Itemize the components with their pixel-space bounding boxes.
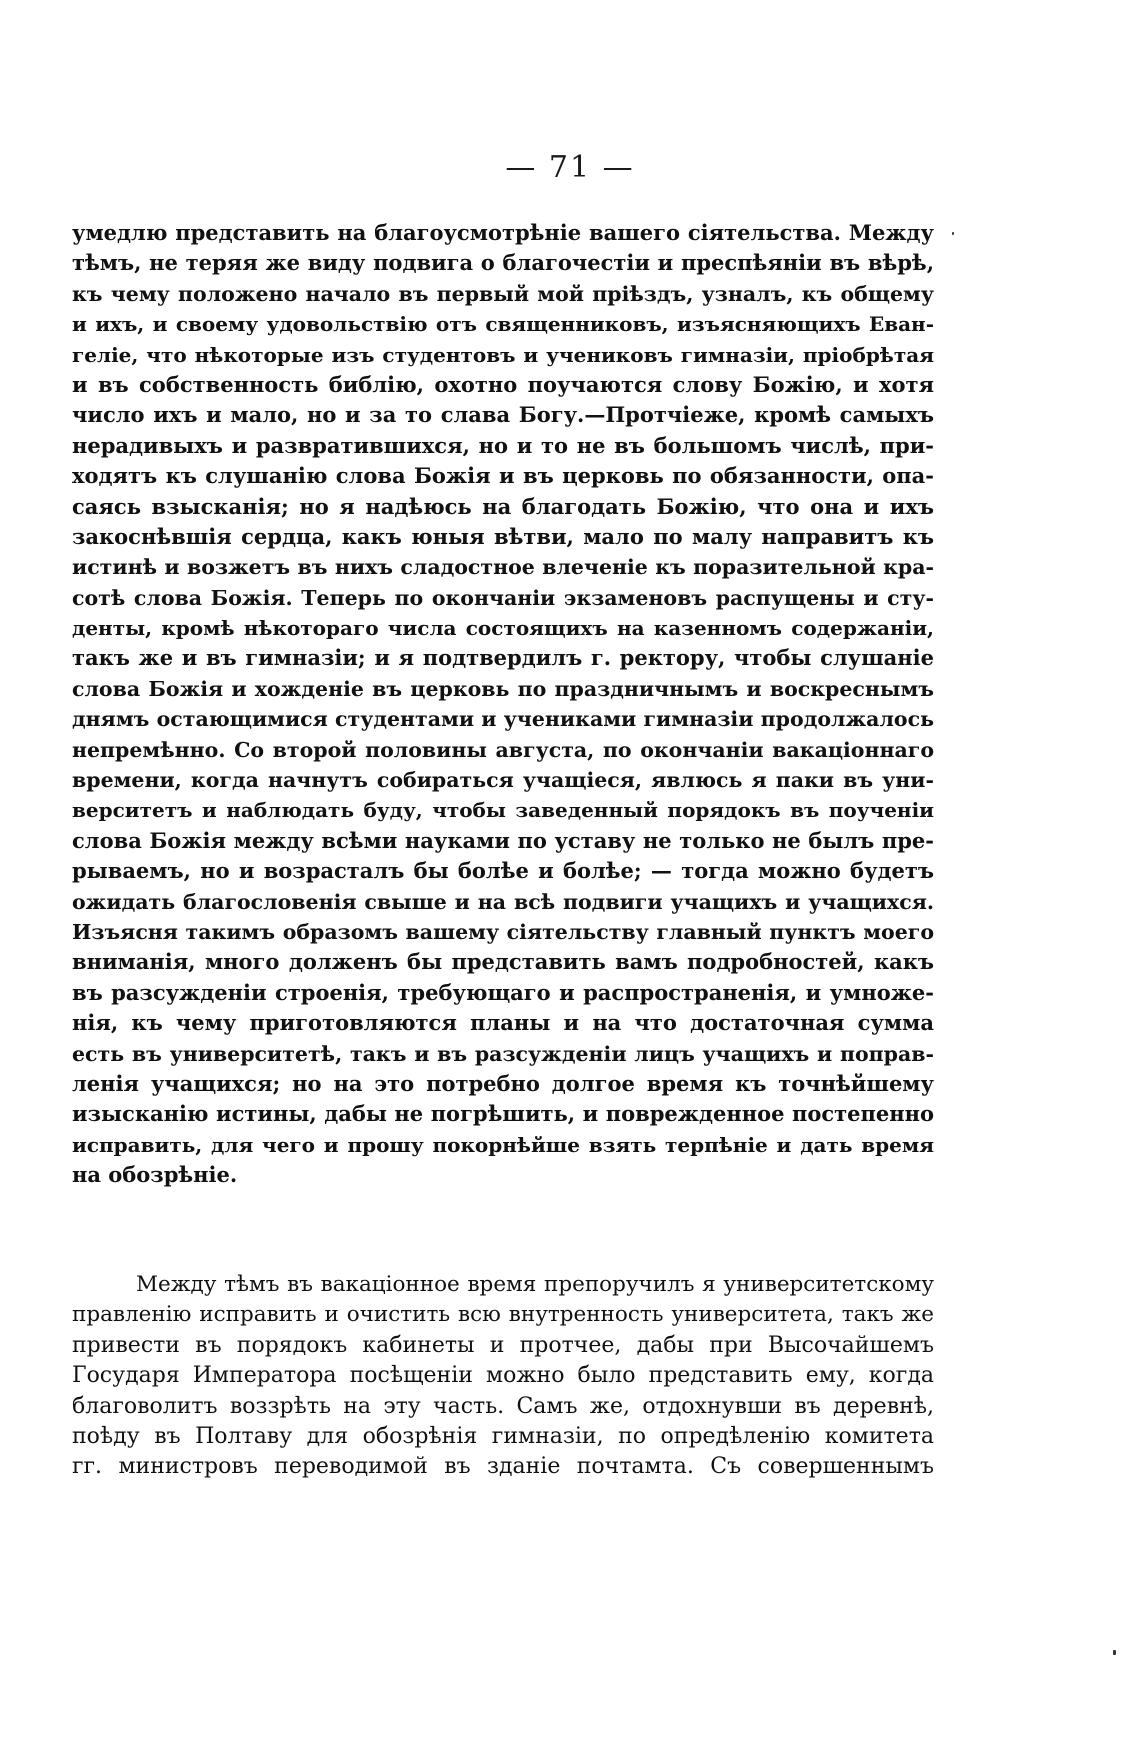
text-line: нерадивыхъ и развратившихся, но и то не въ большомъ числѣ, при- <box>72 432 934 458</box>
text-line: Изъясня такимъ образомъ вашему сіятельству главный пунктъ моего <box>72 919 934 944</box>
text-line: закоснѣвшія сердца, какъ юныя вѣтви, мало по малу направитъ къ <box>72 523 934 549</box>
text-line: днямъ остающимися студентами и учениками гимназіи продолжалось <box>72 707 934 732</box>
text-line: саясь взысканія; но я надѣюсь на благодать Божію, что она и ихъ <box>72 493 934 519</box>
text-line: Государя Императора посѣщеніи можно было представить ему, когда <box>72 1363 934 1389</box>
text-line: и ихъ, и своему удовольствію отъ священниковъ, изъясняющихъ Еван- <box>72 312 934 337</box>
text-line: рываемъ, но и возрасталъ бы болѣе и болѣе; — тогда можно будетъ <box>72 858 934 884</box>
text-line: геліе, что нѣкоторые изъ студентовъ и учениковъ гимназіи, пріобрѣтая <box>72 342 934 367</box>
text-line: истинѣ и возжетъ въ нихъ сладостное влеченіе къ поразительной кра- <box>72 555 934 580</box>
text-line: умедлю представить на благоусмотрѣніе вашего сіятельства. Между <box>72 220 934 245</box>
text-line: въ разсужденіи строенія, требующаго и распространенія, и умноже- <box>72 979 934 1005</box>
text-line: тѣмъ, не теряя же виду подвига о благочестіи и преспѣяніи въ вѣрѣ, <box>72 250 934 276</box>
text-line: и въ собственность библію, охотно поучаются слову Божію, и хотя <box>72 371 934 397</box>
text-line: исправить, для чего и прошу покорнѣйше взять терпѣніе и дать время <box>72 1132 934 1157</box>
text-line: ходятъ къ слушанію слова Божія и въ церковь по обязанности, опа- <box>72 463 934 489</box>
text-line: ожидать благословенія свыше и на всѣ подвиги учащихъ и учащихся. <box>72 889 934 914</box>
text-line: привести въ порядокъ кабинеты и протчее, дабы при Высочайшемъ <box>72 1332 934 1358</box>
text-line: ленія учащихся; но на это потребно долгое время къ точнѣйшему <box>72 1070 934 1096</box>
text-line: непремѣнно. Со второй половины августа, по окончаніи вакаціоннаго <box>72 737 934 762</box>
text-line: есть въ университетѣ, такъ и въ разсужденіи лицъ учащихъ и поправ- <box>72 1041 934 1066</box>
text-line: поѣду въ Полтаву для обозрѣнія гимназіи, по опредѣленію комитета <box>72 1423 934 1449</box>
text-line: на обозрѣніе. <box>72 1162 238 1188</box>
text-line: къ чему положено начало въ первый мой пріѣздъ, узналъ, къ общему <box>72 281 934 306</box>
scan-speck <box>1113 1650 1116 1655</box>
scan-speck <box>952 232 954 235</box>
text-line: такъ же и въ гимназіи; и я подтвердилъ г. ректору, чтобы слушаніе <box>72 645 934 671</box>
text-line: слова Божія и хожденіе въ церковь по праздничнымъ и воскреснымъ <box>72 676 934 701</box>
paragraph-1 <box>72 218 934 1191</box>
text-line: верситетъ и наблюдать буду, чтобы заведенный порядокъ въ поученіи <box>72 798 934 823</box>
text-line: слова Божія между всѣми науками по уставу не только не былъ пре- <box>72 827 934 853</box>
text-line: денты, кромѣ нѣкотораго числа состоящихъ на казенномъ содержаніи, <box>72 616 934 641</box>
text-line: число ихъ и мало, но и за то слава Богу.—Протчіеже, кромѣ самыхъ <box>72 402 934 428</box>
text-line: правленію исправить и очистить всю внутренность университета, такъ же <box>72 1302 934 1328</box>
text-line: нія, къ чему приготовляются планы и на что достаточная сумма <box>72 1010 934 1036</box>
text-line: благоволитъ воззрѣть на эту часть. Самъ же, отдохнувши въ деревнѣ, <box>72 1393 934 1419</box>
text-line: гг. министровъ переводимой въ зданіе почтамта. Съ совершеннымъ <box>72 1454 934 1480</box>
text-line: сотѣ слова Божія. Теперь по окончаніи экзаменовъ распущены и сту- <box>72 585 934 610</box>
page-number: — 71 — <box>505 150 635 185</box>
text-line: Между тѣмъ въ вакаціонное время препоручилъ я университетскому <box>136 1272 934 1297</box>
text-line: вниманія, много долженъ бы представить вамъ подробностей, какъ <box>72 949 934 975</box>
text-line: времени, когда начнутъ собираться учащіеся, явлюсь я паки въ уни- <box>72 768 934 793</box>
text-line: изысканію истины, дабы не погрѣшить, и поврежденное постепенно <box>72 1101 934 1127</box>
paragraph-2 <box>72 1270 934 1483</box>
